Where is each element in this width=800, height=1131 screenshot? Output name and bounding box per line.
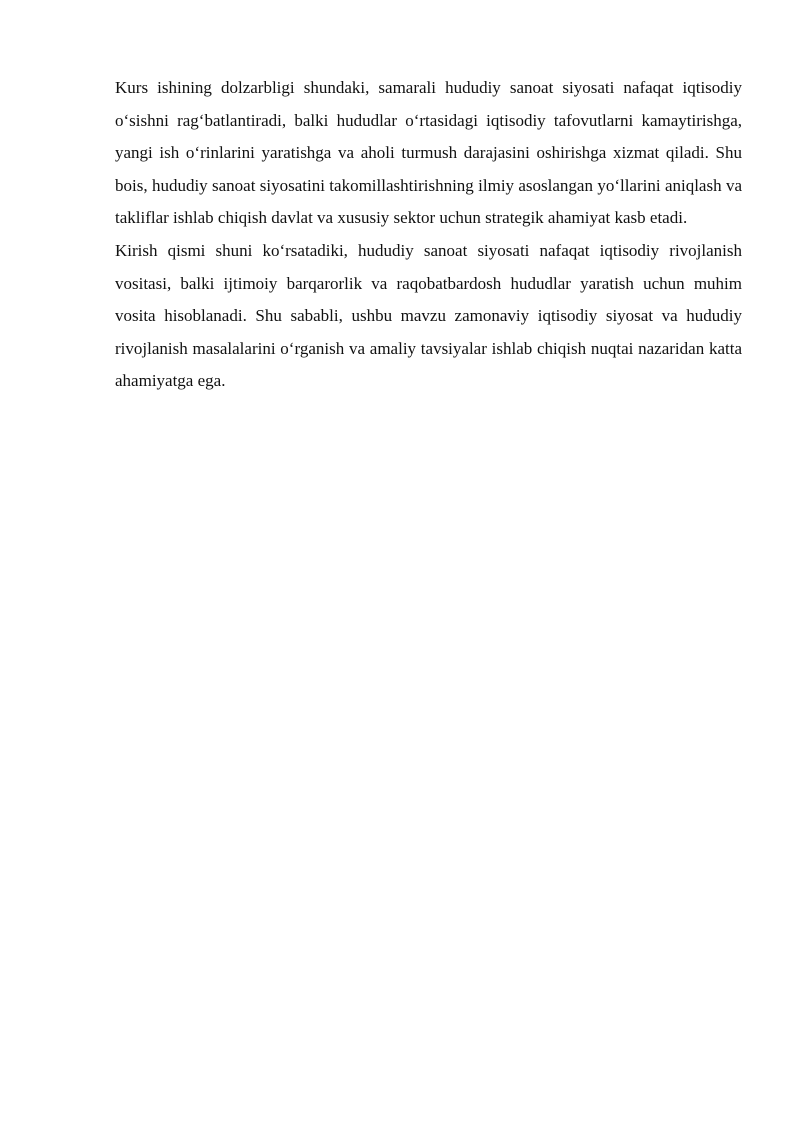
paragraph-introduction-summary: Kirish qismi shuni ko‘rsatadiki, hududiy sanoat siyosati nafaqat iqtisodiy rivojlanish vositasi, balki ijtimoiy barqarorlik va raqobatbardosh hududlar yaratish uchun muhim vosita hisoblanadi. Shu sababli, ushbu mavzu zamonaviy iqtisodiy siyosat va hududiy rivojlanish masalalarini o‘rganish va amaliy tavsiyalar ishlab chiqish nuqtai nazaridan katta ahamiyatga ega. [115, 240, 742, 391]
paragraph-relevance: Kurs ishining dolzarbligi shundaki, samarali hududiy sanoat siyosati nafaqat iqtisodiy o‘sishni rag‘batlantiradi, balki hududlar o‘rtasidagi iqtisodiy tafovutlarni kamaytirishga, yangi ish o‘rinlarini yaratishga va aholi turmush darajasini oshirishga xizmat qiladi. Shu bois, hududiy sanoat siyosatini takomillashtirishning ilmiy asoslangan yo‘llarini aniqlash va takliflar ishlab chiqish davlat va xususiy sektor uchun strategik ahamiyat kasb etadi. [115, 78, 742, 228]
document-body [115, 72, 742, 398]
